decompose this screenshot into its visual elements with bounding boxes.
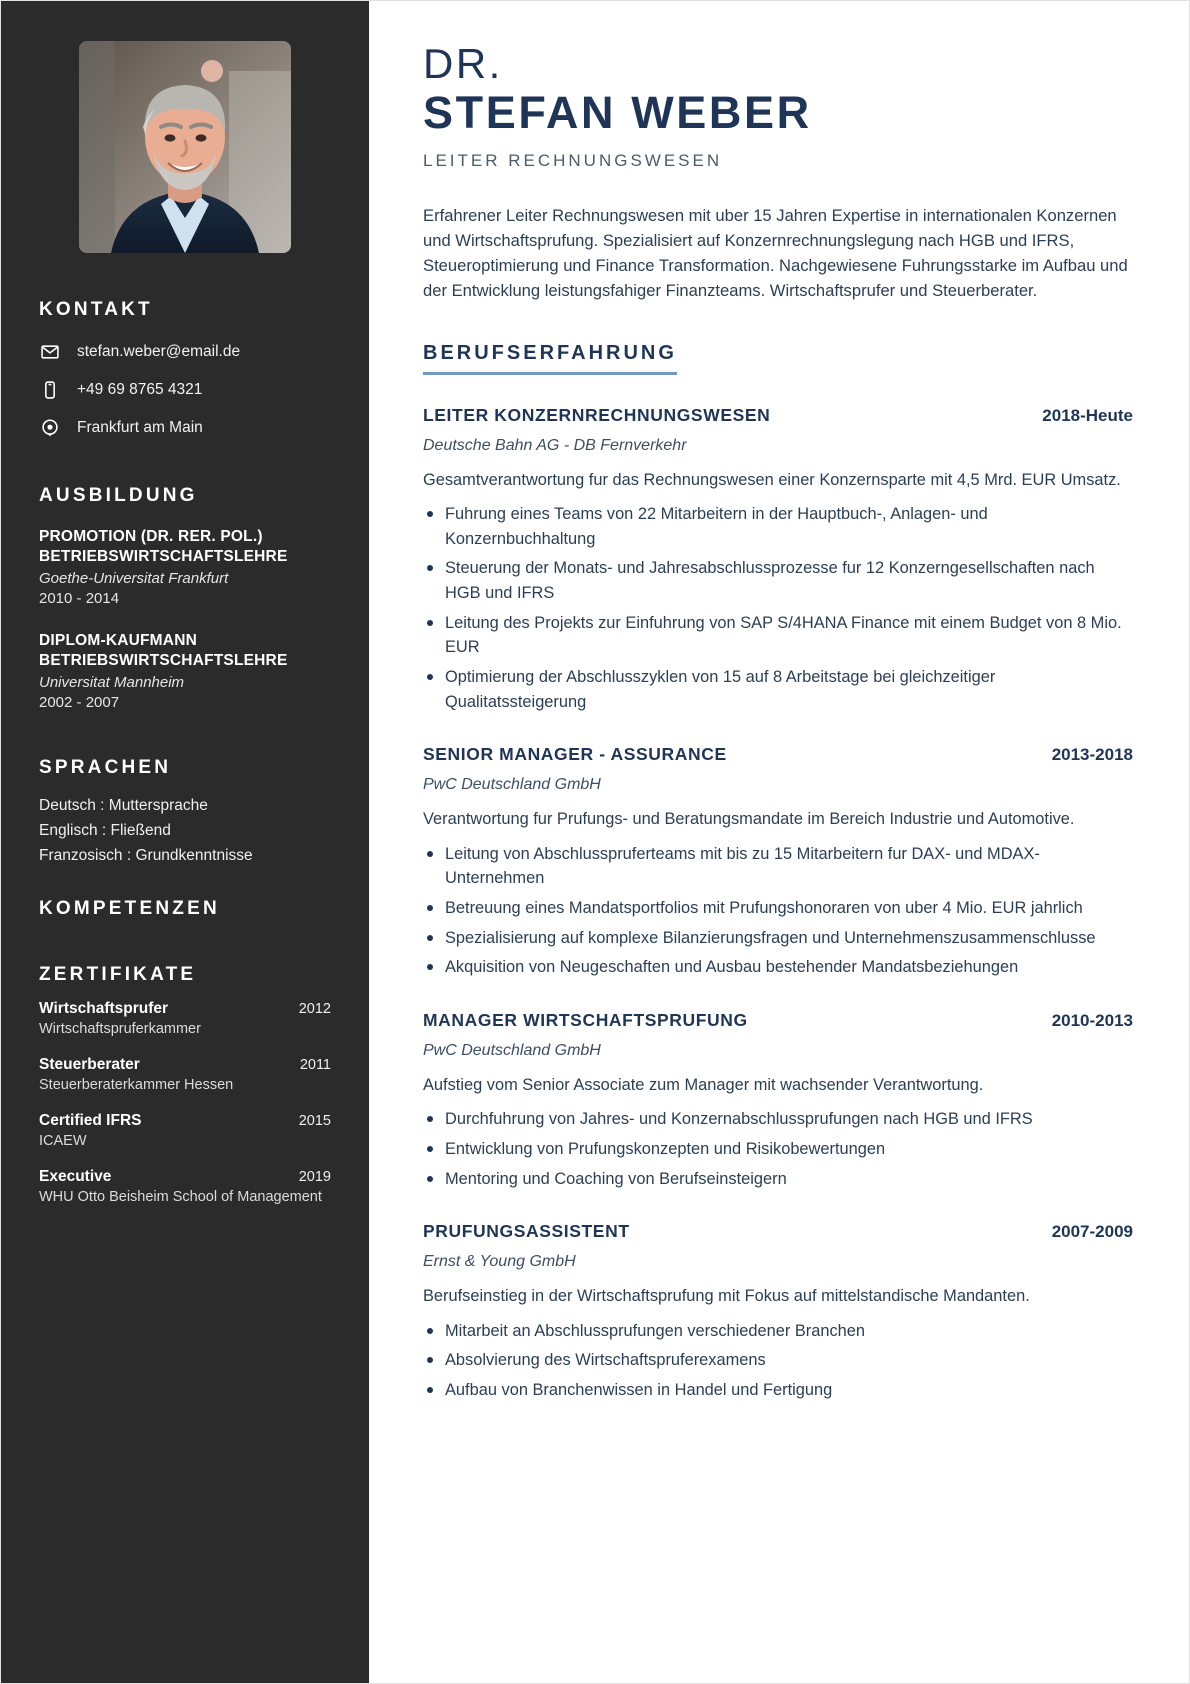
certificate-org: Steuerberaterkammer Hessen [39, 1077, 234, 1094]
spacer [39, 735, 331, 757]
education-item [39, 527, 331, 607]
experience-bullets [423, 1107, 1133, 1191]
language-item: Deutsch : Muttersprache [39, 797, 208, 815]
list-item: Betreuung eines Mandatsportfolios mit Prufungshonoraren von uber 4 Mio. EUR jahrlich [423, 896, 1133, 921]
experience-item [423, 744, 1133, 980]
experience-description: Aufstieg vom Senior Associate zum Manager mit wachsender Verantwortung. [423, 1075, 984, 1094]
education-years: 2010 - 2014 [39, 590, 120, 608]
list-item: Aufbau von Branchenwissen in Handel und Fertigung [423, 1378, 1133, 1403]
language-item: Franzosisch : Grundkenntnisse [39, 847, 253, 865]
list-item: Entwicklung von Prufungskonzepten und Risikobewertungen [423, 1137, 1133, 1162]
experience-description: Berufseinstieg in der Wirtschaftsprufung mit Fokus auf mittelstandische Mandanten. [423, 1287, 1030, 1306]
certificate-org: ICAEW [39, 1133, 87, 1150]
profile-photo-wrap [1, 41, 369, 253]
education-years: 2002 - 2007 [39, 694, 120, 712]
education-degree: DIPLOM-KAUFMANN BETRIEBSWIRTSCHAFTSLEHRE [39, 632, 288, 669]
experience-item [423, 405, 1133, 714]
experience-header [423, 1010, 1133, 1031]
certificate-year: 2015 [298, 1113, 331, 1130]
experience-company: PwC Deutschland GmbH [423, 1041, 601, 1059]
experience-section-heading: BERUFSERFAHRUNG [423, 342, 677, 375]
experience-company: Ernst & Young GmbH [423, 1253, 576, 1271]
contact-phone-value: +49 69 8765 4321 [77, 381, 203, 398]
education-item [39, 631, 331, 711]
experience-bullets [423, 842, 1133, 980]
list-item: Durchfuhrung von Jahres- und Konzernabschlussprufungen nach HGB und IFRS [423, 1107, 1133, 1132]
contact-heading: KONTAKT [39, 299, 153, 320]
skills-list [39, 940, 331, 964]
spacer [39, 455, 331, 485]
spacer [39, 868, 331, 898]
main-content [369, 1, 1189, 1683]
contact-location-value: Frankfurt am Main [77, 419, 203, 436]
experience-description: Gesamtverantwortung fur das Rechnungswesen einer Konzernsparte mit 4,5 Mrd. EUR Umsatz. [423, 470, 1121, 489]
list-item: Absolvierung des Wirtschaftspruferexamens [423, 1348, 1133, 1373]
experience-position: MANAGER WIRTSCHAFTSPRUFUNG [423, 1009, 748, 1030]
certificate-item [39, 1056, 331, 1095]
list-item: Mitarbeit an Abschlussprufungen verschiedener Branchen [423, 1319, 1133, 1344]
certificate-item [39, 1168, 331, 1207]
certificate-org: WHU Otto Beisheim School of Management [39, 1188, 322, 1205]
experience-company: Deutsche Bahn AG - DB Fernverkehr [423, 436, 687, 454]
certificate-year: 2012 [298, 1001, 331, 1018]
experience-description: Verantwortung fur Prufungs- und Beratungsmandate im Bereich Industrie und Automotive. [423, 810, 1075, 829]
list-item: Leitung von Abschlusspruferteams mit bis zu 15 Mitarbeitern fur DAX- und MDAX-Unternehmen [423, 842, 1133, 891]
avatar [79, 41, 291, 253]
experience-bullets [423, 502, 1133, 714]
job-title-subtitle: LEITER RECHNUNGSWESEN [423, 150, 723, 170]
experience-header [423, 405, 1133, 426]
experience-position: SENIOR MANAGER - ASSURANCE [423, 744, 727, 765]
certificates-heading: ZERTIFIKATE [39, 964, 197, 986]
experience-company: PwC Deutschland GmbH [423, 776, 601, 794]
experience-item [423, 1010, 1133, 1191]
certificate-name: Executive [39, 1167, 112, 1185]
certificate-item [39, 1112, 331, 1151]
certificate-name: Wirtschaftsprufer [39, 1000, 169, 1018]
sidebar [1, 1, 369, 1683]
experience-header [423, 744, 1133, 765]
list-item: Akquisition von Neugeschaften und Ausbau bestehender Mandatsbeziehungen [423, 955, 1133, 980]
education-school: Universitat Mannheim [39, 673, 185, 691]
experience-item [423, 1221, 1133, 1402]
certificate-year: 2011 [299, 1057, 331, 1074]
page-title: STEFAN WEBER [423, 87, 812, 139]
name-prefix: DR. [423, 40, 503, 87]
contact-email-value: stefan.weber@email.de [77, 343, 241, 360]
experience-bullets [423, 1319, 1133, 1403]
experience-header [423, 1221, 1133, 1242]
portrait-illustration [79, 41, 291, 253]
education-heading: AUSBILDUNG [39, 485, 198, 506]
location-pin-icon [39, 417, 61, 439]
contact-email-row[interactable] [39, 341, 331, 363]
list-item: Fuhrung eines Teams von 22 Mitarbeitern in der Hauptbuch-, Anlagen- und Konzernbuchhaltung [423, 502, 1133, 551]
experience-dates: 2010-2013 [1051, 1010, 1133, 1030]
contact-phone-row[interactable] [39, 379, 331, 401]
experience-dates: 2013-2018 [1051, 745, 1133, 765]
experience-dates: 2007-2009 [1051, 1222, 1133, 1242]
professional-summary: Erfahrener Leiter Rechnungswesen mit uber 15 Jahren Expertise in internationalen Konzernen und Wirtschaftsprufung. Spezialisiert auf Konzernrechnungslegung nach HGB und IFRS, Steueroptimierung und Finance Transformation. Nachgewiesene Fuhrungsstarke im Aufbau und der Entwicklung leistungsfahiger Finanzteams. Wirtschaftsprufer und Steuerberater. [423, 205, 1128, 301]
certificate-org: Wirtschaftspruferkammer [39, 1021, 201, 1038]
list-item: Steuerung der Monats- und Jahresabschlussprozesse fur 12 Konzerngesellschaften nach HGB und IFRS [423, 556, 1133, 605]
list-item: Spezialisierung auf komplexe Bilanzierungsfragen und Unternehmenszusammenschlusse [423, 926, 1133, 951]
contact-location-row[interactable] [39, 417, 331, 439]
skills-heading: KOMPETENZEN [39, 898, 220, 920]
certificate-name: Certified IFRS [39, 1112, 142, 1130]
list-item: Leitung des Projekts zur Einfuhrung von SAP S/4HANA Finance mit einem Budget von 8 Mio. EUR [423, 611, 1133, 660]
experience-dates: 2018-Heute [1042, 405, 1133, 425]
languages-heading: SPRACHEN [39, 757, 172, 779]
education-degree: PROMOTION (DR. RER. POL.) BETRIEBSWIRTSCHAFTSLEHRE [39, 528, 288, 565]
certificate-year: 2019 [298, 1168, 331, 1185]
list-item: Mentoring und Coaching von Berufseinsteigern [423, 1167, 1133, 1192]
list-item: Optimierung der Abschlusszyklen von 15 auf 8 Arbeitstage bei gleichzeitiger Qualitatssteigerung [423, 665, 1133, 714]
certificate-name: Steuerberater [39, 1056, 140, 1074]
education-school: Goethe-Universitat Frankfurt [39, 569, 229, 587]
experience-position: LEITER KONZERNRECHNUNGSWESEN [423, 404, 771, 425]
experience-position: PRUFUNGSASSISTENT [423, 1221, 630, 1242]
language-item: Englisch : Fließend [39, 822, 171, 840]
phone-icon [39, 379, 61, 401]
certificate-item [39, 1000, 331, 1039]
envelope-icon [39, 341, 61, 363]
